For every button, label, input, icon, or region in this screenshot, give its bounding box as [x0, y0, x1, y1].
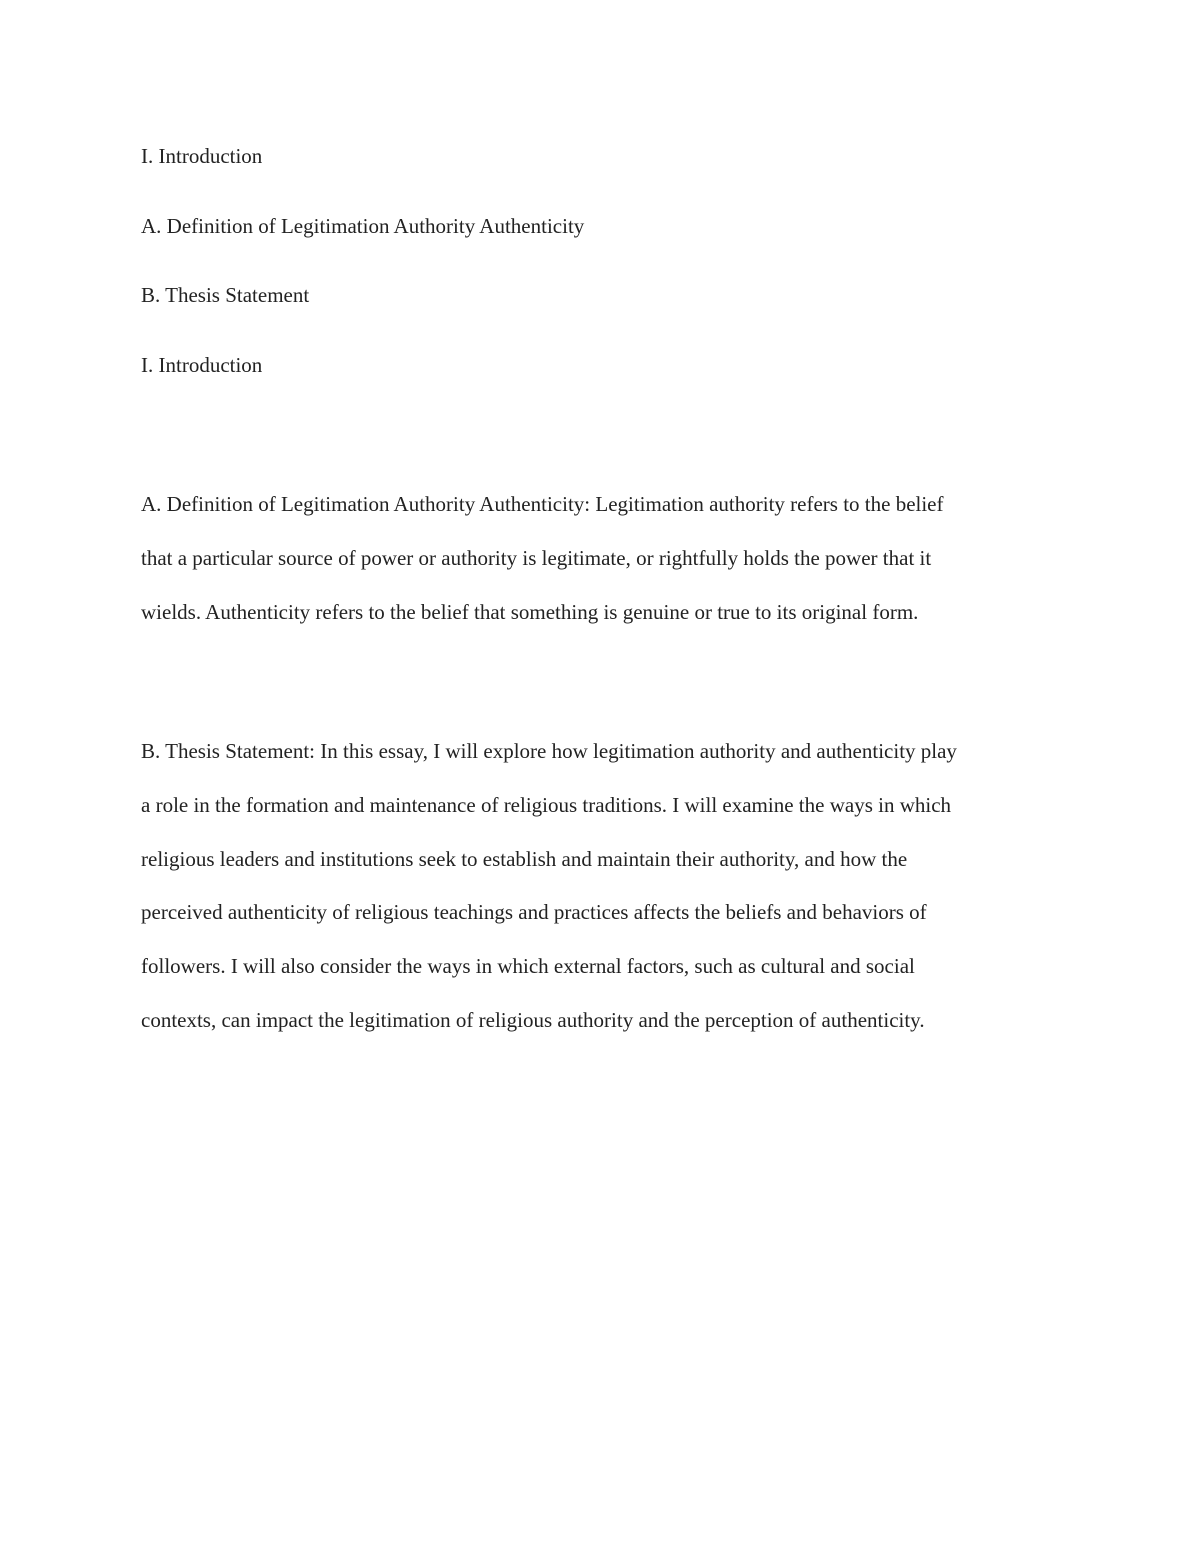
outline-heading-introduction: I. Introduction — [141, 144, 263, 168]
section-heading-introduction: I. Introduction — [141, 353, 263, 377]
outline-item-definition: A. Definition of Legitimation Authority Authenticity — [141, 214, 585, 238]
definition-paragraph — [141, 478, 1071, 639]
paragraph-line: wields. Authenticity refers to the belief that something is genuine or true to its original form. — [141, 599, 919, 624]
paragraph-line: a role in the formation and maintenance of religious traditions. I will examine the ways in which — [141, 792, 952, 817]
paragraph-line: religious leaders and institutions seek to establish and maintain their authority, and how the — [141, 846, 908, 871]
paragraph-line: perceived authenticity of religious teachings and practices affects the beliefs and behaviors of — [141, 900, 927, 925]
paragraph-line: that a particular source of power or authority is legitimate, or rightfully holds the power that it — [141, 545, 932, 570]
thesis-paragraph — [141, 725, 1071, 1048]
outline-item-thesis: B. Thesis Statement — [141, 283, 310, 307]
paragraph-line: contexts, can impact the legitimation of religious authority and the perception of authenticity. — [141, 1007, 925, 1032]
paragraph-line: B. Thesis Statement: In this essay, I will explore how legitimation authority and authenticity play — [141, 739, 957, 763]
paragraph-line: A. Definition of Legitimation Authority Authenticity: Legitimation authority refers to the belief — [141, 492, 944, 516]
paragraph-line: followers. I will also consider the ways in which external factors, such as cultural and social — [141, 954, 915, 979]
